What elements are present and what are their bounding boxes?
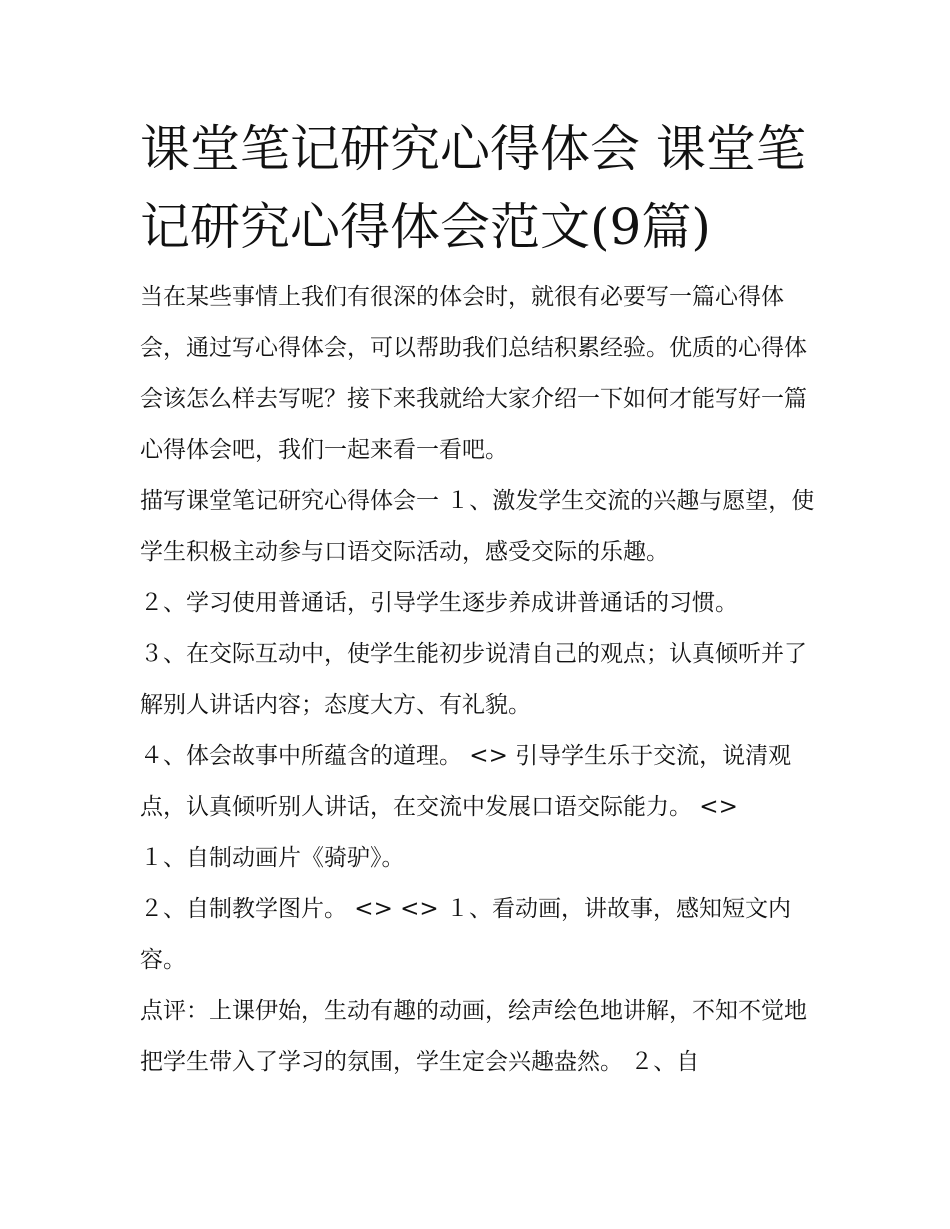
document-page — [140, 110, 820, 1088]
paragraph-prep-2: ２、自制教学图片。 <> <> １、看动画，讲故事，感知短文内容。 — [140, 896, 792, 973]
document-title: 课堂笔记研究心得体会 课堂笔记研究心得体会范文(9篇) — [140, 120, 806, 256]
paragraph-prep-1: １、自制动画片《骑驴》。 — [140, 845, 405, 871]
paragraph-comment: 点评：上课伊始，生动有趣的动画，绘声绘色地讲解，不知不觉地把学生带入了学习的氛围，学生定会兴趣盎然。 ２、自 — [140, 998, 807, 1075]
paragraph-item-1: 描写课堂笔记研究心得体会一 １、激发学生交流的兴趣与愿望，使学生积极主动参与口语交际活动，感受交际的乐趣。 — [140, 488, 815, 565]
paragraph-item-4: ４、体会故事中所蕴含的道理。 <> 引导学生乐于交流，说清观点，认真倾听别人讲话，在交流中发展口语交际能力。 <> — [140, 743, 792, 820]
paragraph-item-3: ３、在交际互动中，使学生能初步说清自己的观点；认真倾听并了解别人讲话内容；态度大方、有礼貌。 — [140, 641, 807, 718]
paragraph-intro: 当在某些事情上我们有很深的体会时，就很有必要写一篇心得体会，通过写心得体会，可以帮助我们总结积累经验。优质的心得体会该怎么样去写呢？接下来我就给大家介绍一下如何才能写好一篇心得体会吧，我们一起来看一看吧。 — [140, 284, 807, 463]
paragraph-item-2: ２、学习使用普通话，引导学生逐步养成讲普通话的习惯。 — [140, 590, 738, 616]
